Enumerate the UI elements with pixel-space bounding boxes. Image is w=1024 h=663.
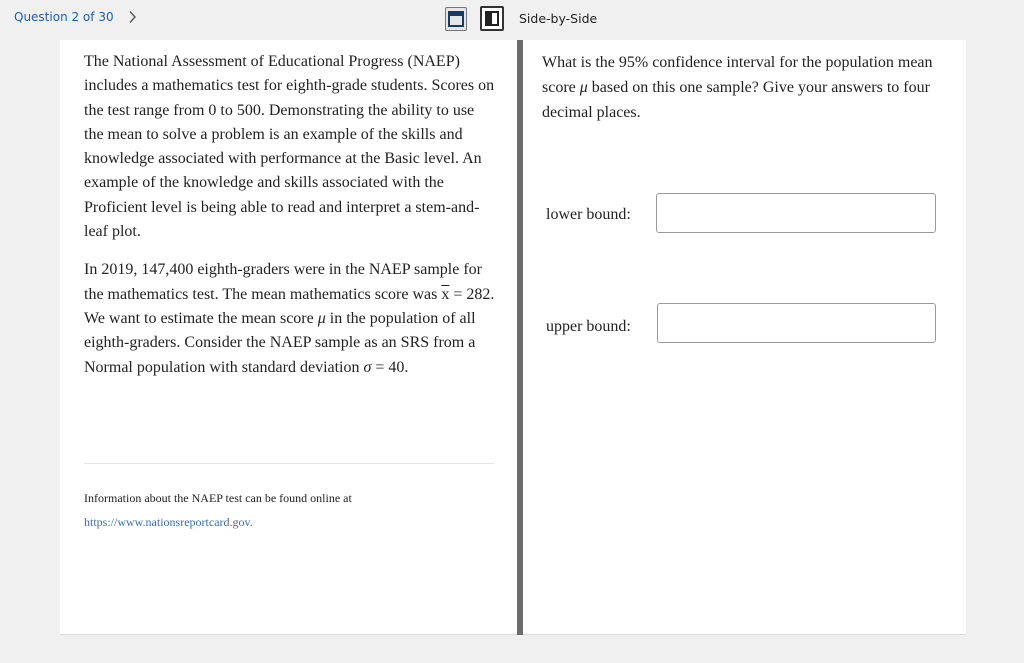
passage-footer <box>84 486 352 534</box>
passage-paragraph-1: The National Assessment of Educational Progress (NAEP) includes a mathematics test for eighth-grade students. Scores on the test range from 0 to 500. Demonstrating the ability to use the mean to solve a problem is an example of the skills and knowledge associated with performance at the Basic level. An example of the knowledge and skills associated with the Proficient level is being able to read and interpret a stem-and-leaf plot. <box>84 53 495 241</box>
lower-bound-input[interactable] <box>656 193 936 233</box>
lower-bound-label: lower bound: <box>546 206 631 223</box>
footer-text: Information about the NAEP test can be found online at <box>84 491 352 505</box>
question-text: based on this one sample? Give your answers to four decimal places. <box>542 79 930 121</box>
footer-divider <box>84 463 494 464</box>
passage-paragraph-2 <box>84 258 496 379</box>
xbar-symbol: $\overline{x}$ <box>441 285 450 303</box>
question-text: What is the 95% confidence interval for the population mean score <box>542 54 933 96</box>
side-by-side-icon[interactable] <box>480 6 504 31</box>
panel-divider[interactable] <box>517 40 523 635</box>
passage-text: in the population of all eighth-graders. Consider the NAEP sample as an SRS from a Normal population with standard deviation <box>84 309 476 376</box>
view-mode-label: Side-by-Side <box>519 11 598 26</box>
mu-symbol: μ <box>317 309 326 327</box>
full-view-icon[interactable] <box>445 7 467 31</box>
passage-text: = 40. <box>375 358 409 376</box>
upper-bound-input[interactable] <box>657 303 936 343</box>
mu-symbol: μ <box>579 79 588 96</box>
question-counter[interactable]: Question 2 of 30 <box>14 10 114 24</box>
passage-text: In 2019, 147,400 eighth-graders were in the NAEP sample for the mathematics test. The mean mathematics score was <box>84 261 482 303</box>
naep-link[interactable]: https://www.nationsreportcard.gov. <box>84 515 253 529</box>
sigma-symbol: σ <box>363 358 372 376</box>
question-navigator[interactable] <box>14 8 137 26</box>
upper-bound-label: upper bound: <box>546 318 631 335</box>
chevron-right-icon[interactable] <box>128 10 137 24</box>
passage-text: = 282. We want to estimate the mean score <box>84 285 495 327</box>
question-prompt <box>542 50 952 125</box>
top-bar <box>0 0 1024 40</box>
passage-panel <box>84 50 496 380</box>
question-panel <box>542 50 952 125</box>
question-content <box>60 40 966 635</box>
